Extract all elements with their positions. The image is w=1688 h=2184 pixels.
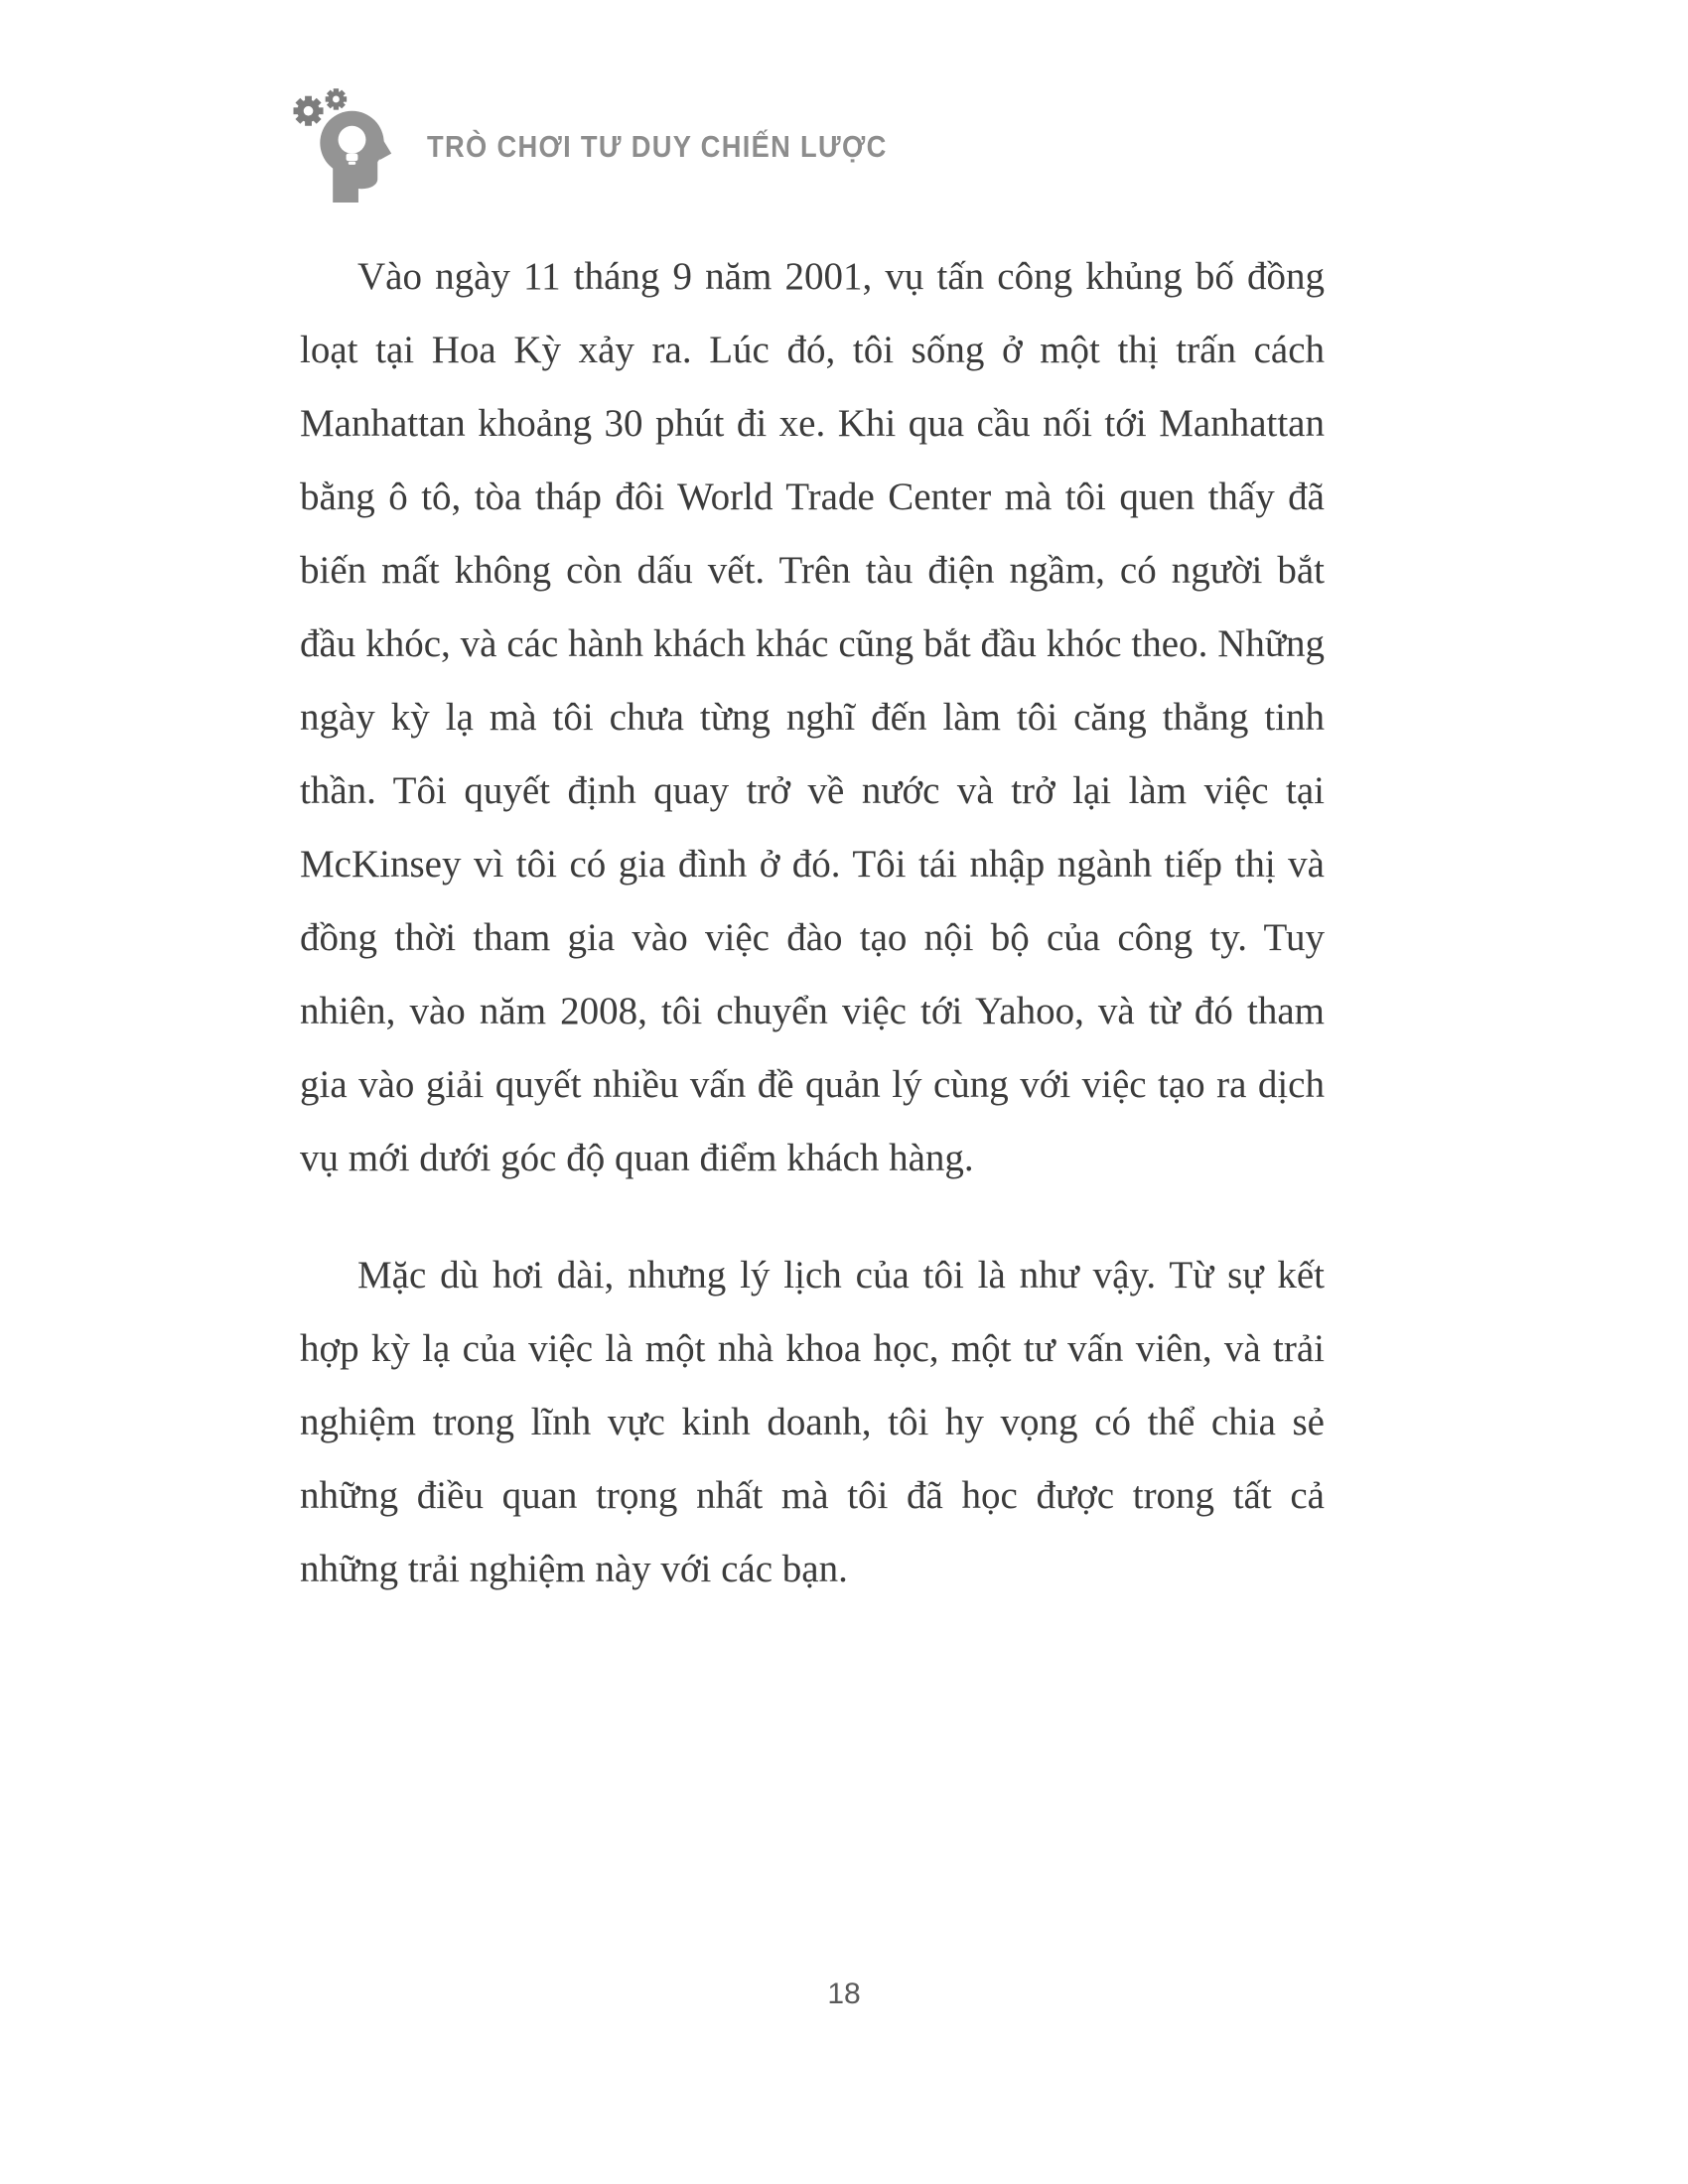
body-text: [300, 240, 1325, 1606]
brain-gears-lightbulb-icon: [286, 85, 403, 203]
page-number: 18: [827, 1978, 861, 2010]
book-title: TRÒ CHƠI TƯ DUY CHIẾN LƯỢC: [427, 129, 888, 164]
paragraph: Vào ngày 11 tháng 9 năm 2001, vụ tấn công khủng bố đồng loạt tại Hoa Kỳ xảy ra. Lúc đó, tôi sống ở một thị trấn cách Manhattan khoảng 30 phút đi xe. Khi qua cầu nối tới Manhattan bằng ô tô, tòa tháp đôi World Trade Center mà tôi quen thấy đã biến mất không còn dấu vết. Trên tàu điện ngầm, có người bắt đầu khóc, và các hành khách khác cũng bắt đầu khóc theo. Những ngày kỳ lạ mà tôi chưa từng nghĩ đến làm tôi căng thẳng tinh thần. Tôi quyết định quay trở về nước và trở lại làm việc tại McKinsey vì tôi có gia đình ở đó. Tôi tái nhập ngành tiếp thị và đồng thời tham gia vào việc đào tạo nội bộ của công ty. Tuy nhiên, vào năm 2008, tôi chuyển việc tới Yahoo, và từ đó tham gia vào giải quyết nhiều vấn đề quản lý cùng với việc tạo ra dịch vụ mới dưới góc độ quan điểm khách hàng.: [300, 255, 1325, 1179]
page-header: [286, 85, 950, 203]
paragraph: Mặc dù hơi dài, nhưng lý lịch của tôi là như vậy. Từ sự kết hợp kỳ lạ của việc là một nhà khoa học, một tư vấn viên, và trải nghiệm trong lĩnh vực kinh doanh, tôi hy vọng có thể chia sẻ những điều quan trọng nhất mà tôi đã học được trong tất cả những trải nghiệm này với các bạn.: [300, 1254, 1325, 1590]
